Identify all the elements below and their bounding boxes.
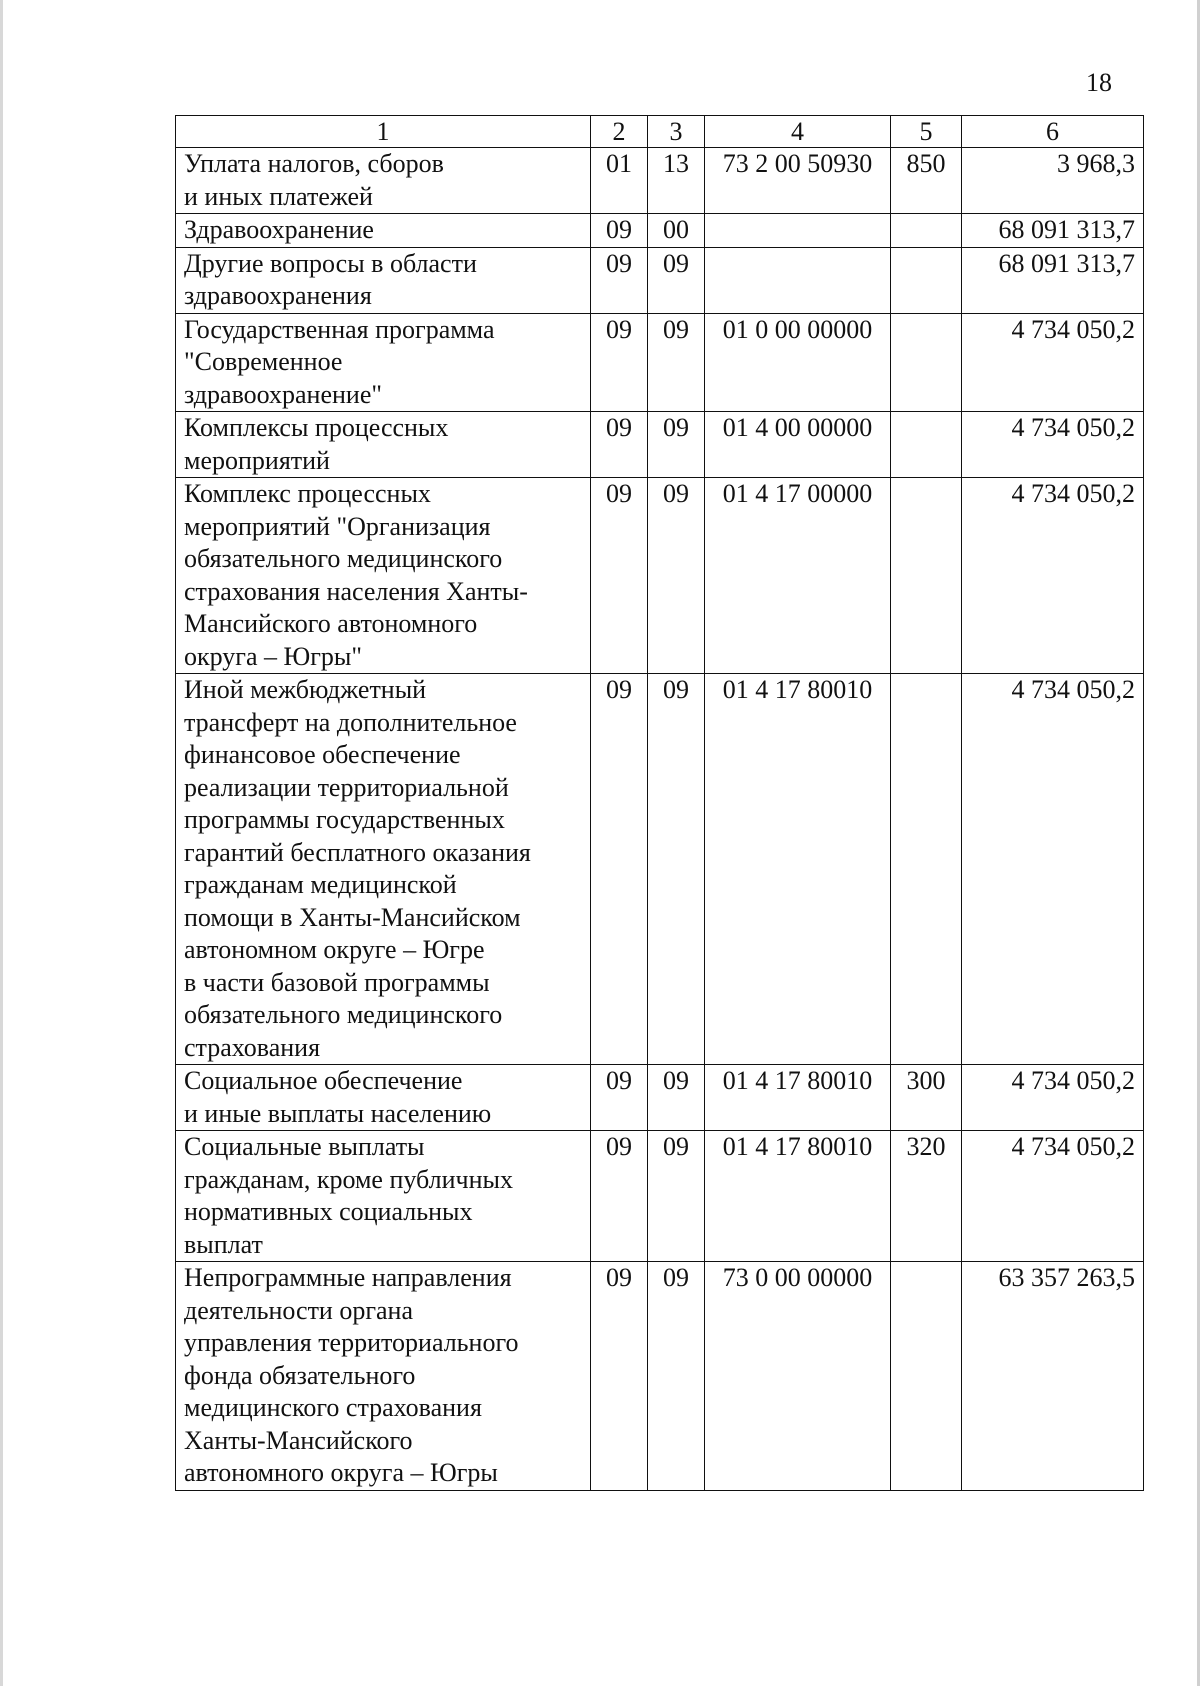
section-code-cell: 09 <box>591 247 648 313</box>
expense-type-cell <box>891 674 962 1065</box>
section-code-cell: 09 <box>591 1262 648 1491</box>
row-name-cell: Иной межбюджетный трансферт на дополнительное финансовое обеспечение реализации территориальной программы государственных гарантий бесплатного оказания гражданам медицинской помощи в Ханты-Мансийском автономном округе – Югре в части базовой программы обязательного медицинского страхования <box>176 674 591 1065</box>
amount-cell: 68 091 313,7 <box>962 247 1144 313</box>
section-code-cell: 09 <box>591 214 648 248</box>
table-header-row <box>176 116 1144 148</box>
target-article-cell: 01 4 17 80010 <box>705 674 891 1065</box>
table-row <box>176 247 1144 313</box>
amount-cell: 4 734 050,2 <box>962 478 1144 674</box>
expense-type-cell <box>891 214 962 248</box>
amount-cell: 4 734 050,2 <box>962 1131 1144 1262</box>
subsection-code-cell: 09 <box>648 247 705 313</box>
subsection-code-cell: 13 <box>648 148 705 214</box>
table-row <box>176 674 1144 1065</box>
expense-type-cell <box>891 1262 962 1491</box>
subsection-code-cell: 09 <box>648 1131 705 1262</box>
expense-type-cell: 300 <box>891 1065 962 1131</box>
row-name-cell: Другие вопросы в области здравоохранения <box>176 247 591 313</box>
row-name-cell: Комплексы процессных мероприятий <box>176 412 591 478</box>
table-row <box>176 1131 1144 1262</box>
header-col-5: 5 <box>891 116 962 148</box>
section-code-cell: 09 <box>591 1065 648 1131</box>
table-row <box>176 313 1144 412</box>
section-code-cell: 09 <box>591 1131 648 1262</box>
target-article-cell: 73 0 00 00000 <box>705 1262 891 1491</box>
section-code-cell: 01 <box>591 148 648 214</box>
target-article-cell <box>705 214 891 248</box>
target-article-cell: 01 4 17 80010 <box>705 1065 891 1131</box>
target-article-cell: 73 2 00 50930 <box>705 148 891 214</box>
header-col-2: 2 <box>591 116 648 148</box>
expense-type-cell: 850 <box>891 148 962 214</box>
budget-table <box>175 115 1144 1491</box>
subsection-code-cell: 09 <box>648 1262 705 1491</box>
subsection-code-cell: 09 <box>648 412 705 478</box>
section-code-cell: 09 <box>591 478 648 674</box>
table-row <box>176 1262 1144 1491</box>
expense-type-cell <box>891 313 962 412</box>
row-name-cell: Комплекс процессных мероприятий "Организация обязательного медицинского страхования населения Ханты- Мансийского автономного округа – Югры" <box>176 478 591 674</box>
scan-edge-left <box>0 0 3 1686</box>
subsection-code-cell: 09 <box>648 674 705 1065</box>
target-article-cell: 01 4 00 00000 <box>705 412 891 478</box>
table-row <box>176 214 1144 248</box>
subsection-code-cell: 09 <box>648 1065 705 1131</box>
amount-cell: 3 968,3 <box>962 148 1144 214</box>
expense-type-cell <box>891 478 962 674</box>
header-col-1: 1 <box>176 116 591 148</box>
amount-cell: 4 734 050,2 <box>962 412 1144 478</box>
row-name-cell: Социальные выплаты гражданам, кроме публичных нормативных социальных выплат <box>176 1131 591 1262</box>
section-code-cell: 09 <box>591 412 648 478</box>
section-code-cell: 09 <box>591 313 648 412</box>
target-article-cell: 01 0 00 00000 <box>705 313 891 412</box>
expense-type-cell <box>891 412 962 478</box>
amount-cell: 4 734 050,2 <box>962 674 1144 1065</box>
amount-cell: 4 734 050,2 <box>962 313 1144 412</box>
section-code-cell: 09 <box>591 674 648 1065</box>
target-article-cell: 01 4 17 80010 <box>705 1131 891 1262</box>
amount-cell: 4 734 050,2 <box>962 1065 1144 1131</box>
table-body <box>176 148 1144 1491</box>
subsection-code-cell: 00 <box>648 214 705 248</box>
expense-type-cell: 320 <box>891 1131 962 1262</box>
table-row <box>176 412 1144 478</box>
target-article-cell <box>705 247 891 313</box>
row-name-cell: Государственная программа "Современное здравоохранение" <box>176 313 591 412</box>
table-header <box>176 116 1144 148</box>
amount-cell: 68 091 313,7 <box>962 214 1144 248</box>
header-col-6: 6 <box>962 116 1144 148</box>
header-col-4: 4 <box>705 116 891 148</box>
table-row <box>176 1065 1144 1131</box>
row-name-cell: Непрограммные направления деятельности органа управления территориального фонда обязательного медицинского страхования Ханты-Мансийского автономного округа – Югры <box>176 1262 591 1491</box>
header-col-3: 3 <box>648 116 705 148</box>
subsection-code-cell: 09 <box>648 478 705 674</box>
table-row <box>176 478 1144 674</box>
expense-type-cell <box>891 247 962 313</box>
page-number: 18 <box>1086 68 1112 97</box>
row-name-cell: Здравоохранение <box>176 214 591 248</box>
row-name-cell: Уплата налогов, сборов и иных платежей <box>176 148 591 214</box>
table-row <box>176 148 1144 214</box>
row-name-cell: Социальное обеспечение и иные выплаты населению <box>176 1065 591 1131</box>
target-article-cell: 01 4 17 00000 <box>705 478 891 674</box>
amount-cell: 63 357 263,5 <box>962 1262 1144 1491</box>
subsection-code-cell: 09 <box>648 313 705 412</box>
